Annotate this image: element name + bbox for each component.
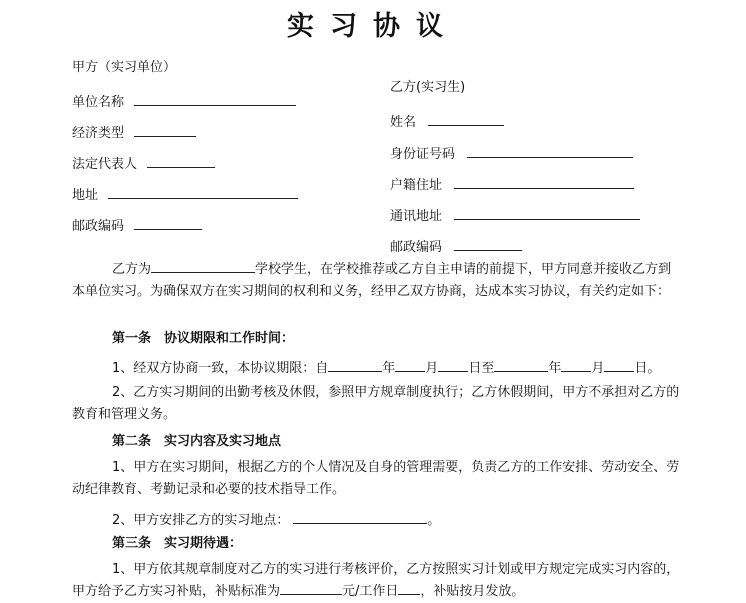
term-prefix: 1、经双方协商一致，本协议期限：自: [112, 361, 329, 376]
party-a-address-row: [72, 185, 298, 204]
party-a-company-name-row: [72, 92, 296, 111]
allowance-amount-blank[interactable]: [280, 581, 342, 595]
party-b-mailing-row: [390, 206, 640, 225]
party-b-postcode-label: 邮政编码: [390, 240, 443, 255]
economic-type-label: 经济类型: [72, 126, 125, 141]
party-b-id-row: [390, 144, 633, 163]
company-name-blank[interactable]: [134, 92, 296, 106]
location-suffix: 。: [427, 513, 441, 528]
party-b-postcode-blank[interactable]: [454, 237, 522, 251]
article-2-clause-1: 1、甲方在实习期间，根据乙方的个人情况及自身的管理需要，负责乙方的工作安排、劳动安全、劳动纪律教育、考勤记录和必要的技术指导工作。: [72, 460, 680, 497]
party-b-postcode-row: [390, 237, 522, 256]
unit-year: 年: [382, 361, 396, 376]
article-2-clause-2: [112, 510, 440, 529]
end-day-blank[interactable]: [604, 358, 634, 372]
end-month-blank[interactable]: [561, 358, 591, 372]
household-address-blank[interactable]: [454, 175, 634, 189]
unit-day-to: 日至: [468, 361, 495, 376]
legal-rep-blank[interactable]: [147, 154, 215, 168]
address-label: 地址: [72, 188, 99, 203]
mailing-address-blank[interactable]: [454, 206, 640, 220]
postcode-blank[interactable]: [134, 216, 202, 230]
name-label: 姓名: [390, 115, 417, 130]
end-year-blank[interactable]: [494, 358, 548, 372]
household-address-label: 户籍住址: [390, 178, 443, 193]
unit-month: 月: [425, 361, 439, 376]
unit-day-end: 日。: [634, 361, 661, 376]
start-month-blank[interactable]: [395, 358, 425, 372]
id-number-label: 身份证号码: [390, 147, 456, 162]
legal-rep-label: 法定代表人: [72, 157, 138, 172]
article-1-heading: 第一条 协议期限和工作时间：: [112, 331, 295, 346]
unit-month-2: 月: [591, 361, 605, 376]
location-blank[interactable]: [293, 510, 427, 524]
id-number-blank[interactable]: [467, 144, 633, 158]
article-1-clause-1: [112, 358, 660, 377]
article-3-clause-1: [72, 559, 684, 603]
allowance-end: ，补贴按月发放。: [420, 584, 525, 599]
allowance-text: 1、甲方依其规章制度对乙方的实习进行考核评价，乙方按照实习计划或甲方规定完成实习内容的，甲方给予乙方实习补贴，补贴标准为: [72, 562, 680, 599]
party-b-heading: 乙方(实习生): [390, 80, 466, 95]
intro-prefix: 乙方为: [112, 262, 152, 277]
intro-paragraph: [72, 259, 684, 303]
article-3-heading: 第三条 实习期待遇：: [112, 536, 243, 551]
address-blank[interactable]: [108, 185, 298, 199]
party-a-legal-rep-row: [72, 154, 215, 173]
name-blank[interactable]: [428, 112, 504, 126]
company-name-label: 单位名称: [72, 95, 125, 110]
economic-type-blank[interactable]: [134, 123, 196, 137]
party-a-postcode-row: [72, 216, 202, 235]
party-a-heading: 甲方（实习单位）: [72, 60, 177, 75]
location-prefix: 2、甲方安排乙方的实习地点：: [112, 513, 290, 528]
school-blank[interactable]: [151, 259, 255, 273]
party-a-economic-type-row: [72, 123, 196, 142]
intro-suffix: 学校学生，在学校推荐或乙方自主申请的前提下，甲方同意并接收乙方到本单位实习。为确保双方在实习期间的权利和义务，经甲乙双方协商，达成本实习协议，有关约定如下：: [72, 262, 672, 299]
document-title: 实习协议: [287, 11, 459, 42]
article-2-heading: 第二条 实习内容及实习地点: [112, 434, 282, 449]
allowance-unit: 元/工作日: [342, 584, 399, 599]
party-b-household-row: [390, 175, 634, 194]
start-year-blank[interactable]: [328, 358, 382, 372]
unit-year-2: 年: [548, 361, 562, 376]
postcode-label: 邮政编码: [72, 219, 125, 234]
allowance-extra-blank[interactable]: [398, 581, 420, 595]
mailing-address-label: 通讯地址: [390, 209, 443, 224]
start-day-blank[interactable]: [438, 358, 468, 372]
article-1-clause-2: 2、乙方实习期间的出勤考核及休假，参照甲方规章制度执行；乙方休假期间，甲方不承担对乙方的教育和管理义务。: [72, 385, 680, 422]
party-b-name-row: [390, 112, 504, 131]
